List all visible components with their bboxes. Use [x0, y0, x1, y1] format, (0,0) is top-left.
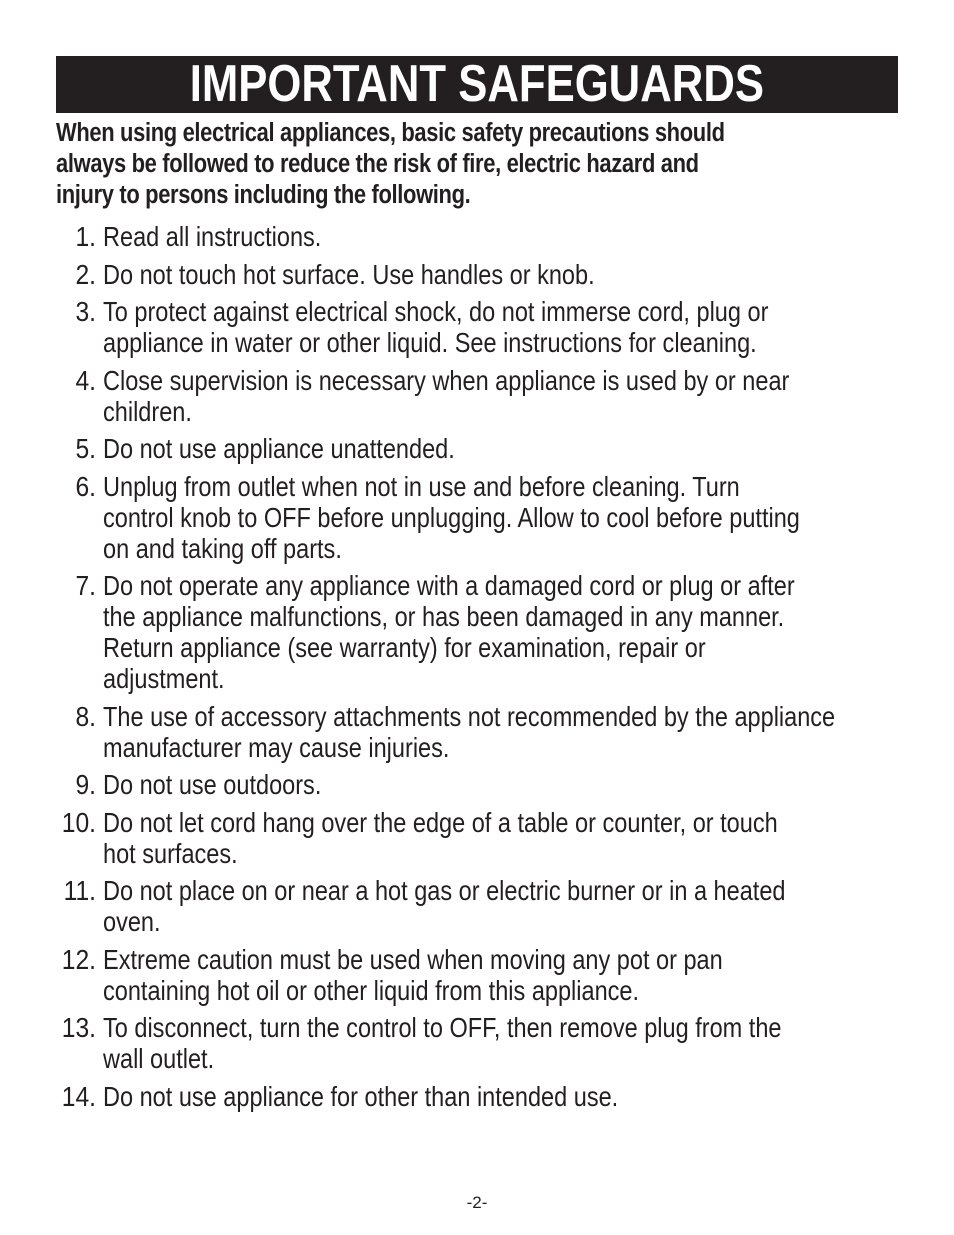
item-text [103, 875, 898, 937]
list-item [56, 570, 898, 694]
item-number: 6. [75, 470, 96, 502]
item-text-line: oven. [103, 906, 161, 937]
item-number: 10. [61, 806, 96, 838]
item-text-line: wall outlet. [103, 1043, 215, 1074]
item-text [103, 701, 898, 763]
list-item [56, 433, 898, 464]
item-text-line: Do not use appliance unattended. [103, 433, 455, 464]
item-text-line: hot surfaces. [103, 837, 238, 869]
item-number: 5. [75, 433, 96, 464]
item-text [103, 807, 898, 869]
item-text-line: Do not use outdoors. [103, 769, 322, 800]
item-text-line: Return appliance (see warranty) for examination, repair or [103, 632, 706, 663]
list-item [56, 875, 898, 937]
title-banner [56, 56, 898, 113]
item-number: 3. [75, 296, 96, 327]
item-text-line: The use of accessory attachments not recommended by the appliance [103, 700, 836, 732]
item-text-line: adjustment. [103, 663, 225, 694]
list-item [56, 807, 898, 869]
item-text-line: control knob to OFF before unplugging. Allow to cool before putting [103, 501, 800, 533]
item-text-line: Do not place on or near a hot gas or electric burner or in a heated [103, 875, 786, 906]
page-title: IMPORTANT SAFEGUARDS [189, 55, 765, 113]
item-text [103, 259, 898, 290]
list-item [56, 701, 898, 763]
intro-line: always be followed to reduce the risk of fire, electric hazard and [56, 150, 699, 178]
item-number: 1. [75, 221, 96, 252]
item-text-line: Do not let cord hang over the edge of a table or counter, or touch [103, 806, 778, 838]
item-text-line: manufacturer may cause injuries. [103, 731, 450, 763]
item-text [103, 365, 898, 427]
item-text-line: appliance in water or other liquid. See instructions for cleaning. [103, 327, 757, 358]
item-text-line: Do not operate any appliance with a damaged cord or plug or after [103, 570, 795, 601]
item-text-line: Extreme caution must be used when moving any pot or pan [103, 943, 723, 975]
item-text-line: Do not use appliance for other than intended use. [103, 1080, 619, 1112]
item-text-line: Read all instructions. [103, 221, 322, 252]
item-text-line: To protect against electrical shock, do not immerse cord, plug or [103, 296, 769, 327]
item-text-line: the appliance malfunctions, or has been damaged in any manner. [103, 601, 785, 632]
item-text [103, 471, 898, 564]
item-text-line: on and taking off parts. [103, 532, 342, 564]
item-text [103, 296, 898, 358]
safeguards-list [56, 221, 898, 1118]
item-number: 11. [63, 875, 96, 906]
item-text [103, 944, 898, 1006]
item-text-line: Close supervision is necessary when appliance is used by or near [103, 364, 790, 396]
list-item [56, 221, 898, 252]
list-item [56, 769, 898, 800]
item-text-line: To disconnect, turn the control to OFF, then remove plug from the [103, 1012, 782, 1043]
list-item [56, 944, 898, 1006]
page-number: -2- [466, 1193, 488, 1212]
list-item [56, 296, 898, 358]
item-number: 7. [75, 570, 96, 601]
list-item [56, 471, 898, 564]
list-item [56, 1081, 898, 1112]
item-text-line: Unplug from outlet when not in use and before cleaning. Turn [103, 470, 740, 502]
item-text [103, 769, 898, 800]
intro-paragraph [56, 118, 898, 211]
item-text-line: containing hot oil or other liquid from this appliance. [103, 974, 640, 1006]
item-text [103, 1081, 898, 1112]
item-text [103, 221, 898, 252]
list-item [56, 365, 898, 427]
item-text-line: children. [103, 395, 192, 427]
item-number: 8. [75, 700, 96, 732]
item-number: 13. [61, 1012, 96, 1043]
item-text-line: Do not touch hot surface. Use handles or knob. [103, 258, 595, 290]
item-text [103, 570, 898, 694]
item-text [103, 433, 898, 464]
item-text [103, 1012, 898, 1074]
item-number: 9. [75, 769, 96, 800]
intro-line: When using electrical appliances, basic safety precautions should [56, 119, 725, 147]
item-number: 14. [61, 1080, 96, 1112]
item-number: 2. [75, 258, 96, 290]
list-item [56, 259, 898, 290]
intro-line: injury to persons including the following. [56, 181, 471, 209]
list-item [56, 1012, 898, 1074]
item-number: 12. [61, 943, 96, 975]
item-number: 4. [75, 364, 96, 396]
